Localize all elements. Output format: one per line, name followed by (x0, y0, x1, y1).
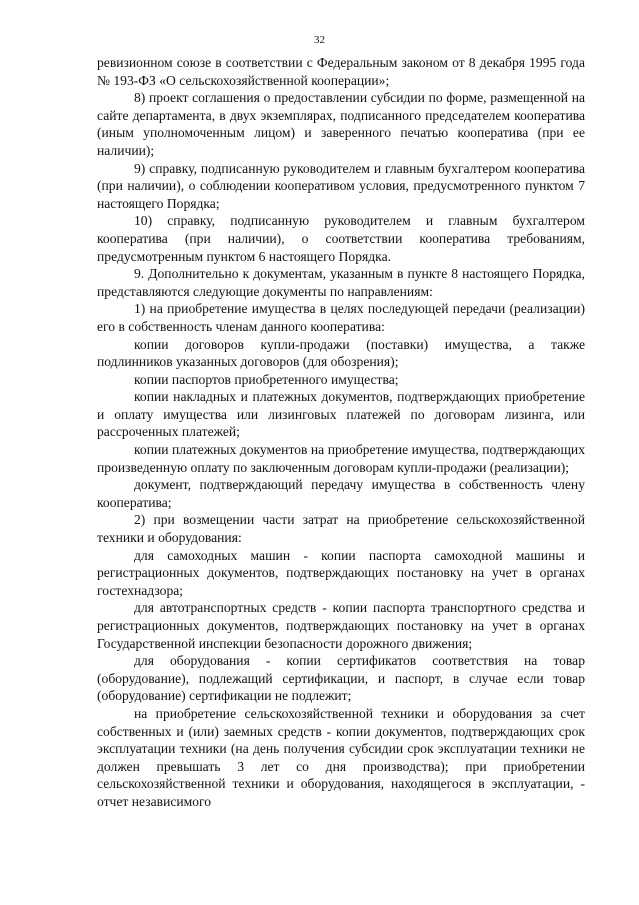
paragraph: копии договоров купли-продажи (поставки) имущества, а также подлинников указанных договоров (для обозрения); (97, 336, 585, 370)
paragraph: 1) на приобретение имущества в целях последующей передачи (реализации) его в собственность членам данного кооператива: (97, 301, 585, 334)
paragraph: копии паспортов приобретенного имущества; (134, 371, 399, 387)
paragraph: 9. Дополнительно к документам, указанным в пункте 8 настоящего Порядка, представляются следующие документы по направлениям: (97, 266, 585, 299)
paragraph: документ, подтверждающий передачу имущества в собственность члену кооператива; (97, 477, 585, 510)
paragraph: для оборудования - копии сертификатов соответствия на товар (оборудование), подлежащий сертификации, и паспорт, в случае если товар (оборудование) сертификации не подлежит; (97, 653, 585, 704)
paragraph: 9) справку, подписанную руководителем и главным бухгалтером кооператива (при наличии), о соблюдении кооперативом условия, предусмотренного пунктом 7 настоящего Порядка; (97, 160, 585, 211)
paragraph: 10) справку, подписанную руководителем и главным бухгалтером кооператива (при наличии), о соответствии кооператива требованиям, предусмотренным пунктом 6 настоящего Порядка. (97, 213, 585, 264)
page-number: 32 (314, 34, 325, 46)
paragraph: копии платежных документов на приобретение имущества, подтверждающих произведенную оплату по заключенным договорам купли-продажи (реализации); (97, 442, 585, 475)
paragraph: 2) при возмещении части затрат на приобретение сельскохозяйственной техники и оборудования: (97, 512, 585, 546)
paragraph: для автотранспортных средств - копии паспорта транспортного средства и регистрационных документов, подтверждающих постановку на учет в органах Государственной инспекции безопасности дорожного движения; (97, 600, 585, 651)
document-body (97, 54, 585, 811)
paragraph: на приобретение сельскохозяйственной техники и оборудования за счет собственных и (или) заемных средств - копии документов, подтверждающих срок эксплуатации техники (на день получения субсидии срок эксплуатации техники не должен превышать 3 лет со дня производства); при приобретении сельскохозяйственной техники и оборудования, находящегося в эксплуатации, - отчет независимого (97, 705, 585, 809)
paragraph: для самоходных машин - копии паспорта самоходной машины и регистрационных документов, подтверждающих постановку на учет в органах гостехнадзора; (97, 547, 585, 598)
paragraph: ревизионном союзе в соответствии с Федеральным законом от 8 декабря 1995 года № 193-ФЗ «О сельскохозяйственной кооперации»; (97, 55, 585, 88)
paragraph: копии накладных и платежных документов, подтверждающих приобретение и оплату имущества или лизинговых платежей по договорам лизинга, или рассроченных платежей; (97, 389, 585, 440)
paragraph: 8) проект соглашения о предоставлении субсидии по форме, размещенной на сайте департамента, в двух экземплярах, подписанного председателем кооператива (иным уполномоченным лицом) и заверенного печатью кооператива (при ее наличии); (97, 90, 585, 158)
